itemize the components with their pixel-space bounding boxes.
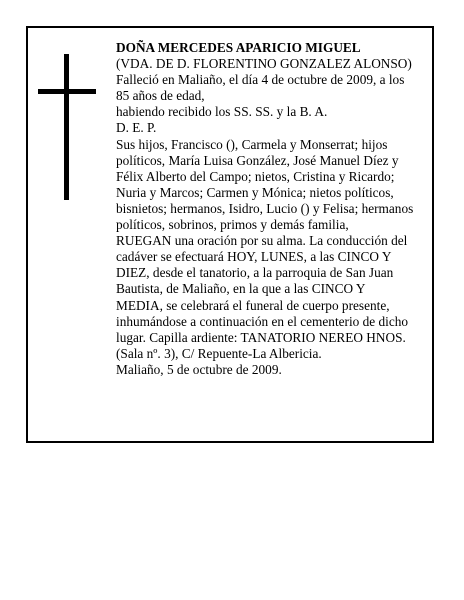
notice-line: D. E. P. — [116, 120, 157, 136]
notice-line: lugar. Capilla ardiente: TANATORIO NEREO HNOS. — [116, 329, 406, 345]
cross-icon — [38, 54, 96, 200]
notice-line: Falleció en Maliaño, el día 4 de octubre de 2009, a los — [116, 72, 405, 88]
notice-line: MEDIA, se celebrará el funeral de cuerpo presente, — [116, 297, 390, 313]
notice-line: (Sala nº. 3), C/ Repuente-La Albericia. — [116, 345, 322, 361]
notice-line: Félix Alberto del Campo; nietos, Cristina y Ricardo; — [116, 168, 395, 184]
notice-line: RUEGAN una oración por su alma. La conducción del — [116, 233, 408, 249]
notice-line: 85 años de edad, — [116, 88, 205, 104]
notice-line: cadáver se efectuará HOY, LUNES, a las CINCO Y — [116, 249, 392, 265]
notice-line: habiendo recibido los SS. SS. y la B. A. — [116, 104, 328, 120]
notice-line: políticos, sobrinos, primos y demás familia, — [116, 217, 349, 233]
notice-line: Maliaño, 5 de octubre de 2009. — [116, 361, 282, 377]
cross-vertical-bar — [64, 54, 69, 200]
notice-line: inhumándose a continuación en el cementerio de dicho — [116, 313, 409, 329]
notice-line: DIEZ, desde el tanatorio, a la parroquia de San Juan — [116, 265, 394, 281]
notice-line: Nuria y Marcos; Carmen y Mónica; nietos políticos, — [116, 184, 394, 200]
notice-line: bisnietos; hermanos, Isidro, Lucio () y Felisa; hermanos — [116, 200, 414, 216]
cross-horizontal-bar — [38, 89, 96, 94]
notice-line: (VDA. DE D. FLORENTINO GONZALEZ ALONSO) — [116, 56, 412, 72]
notice-body — [116, 40, 426, 378]
notice-line: Bautista, de Maliaño, en la que a las CINCO Y — [116, 281, 366, 297]
notice-line: políticos, María Luisa González, José Manuel Díez y — [116, 152, 399, 168]
deceased-name: DOÑA MERCEDES APARICIO MIGUEL — [116, 40, 361, 55]
obituary-notice — [26, 26, 434, 443]
notice-line: Sus hijos, Francisco (), Carmela y Monserrat; hijos — [116, 136, 388, 152]
